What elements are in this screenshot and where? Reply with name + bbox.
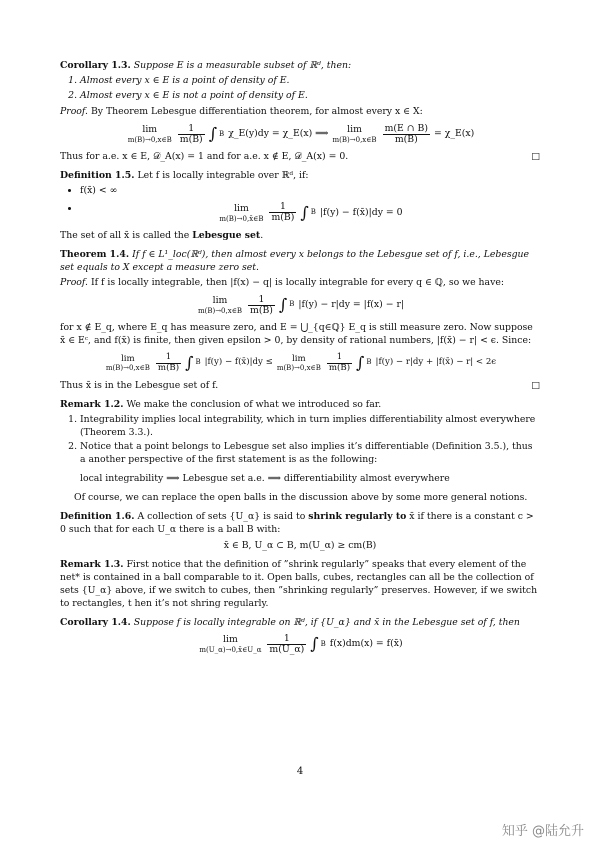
remark-title: Remark 1.3. bbox=[60, 559, 124, 571]
equation-shrink: x̄ ∈ B, U_α ⊂ B, m(U_α) ≥ cm(B) bbox=[223, 540, 377, 552]
definition-bullets bbox=[60, 185, 540, 224]
remark-title: Remark 1.2. bbox=[60, 398, 124, 410]
theorem-statement: If f ∈ L¹_loc(ℝᵈ), then almost every x belongs to the Lebesgue set of f, i.e., Lebesgue set equals to X except a measure zero set. bbox=[60, 248, 530, 273]
list-item: 2. Almost every x ∈ E is not a point of density of E. bbox=[80, 90, 540, 103]
equation-rational: lim m(B)→0,x∈B $\frac{1}{m(B)}$ ∫ B |f(y) − r|dy = |f(x) − r| bbox=[197, 293, 405, 316]
shrink-regularly-term: shrink regularly to bbox=[308, 510, 407, 522]
list-item bbox=[80, 202, 540, 224]
definition-title: Definition 1.6. bbox=[60, 510, 135, 522]
corollary-items bbox=[60, 75, 540, 103]
qed-symbol: □ bbox=[531, 151, 540, 163]
lebesgue-set-term: Lebesgue set bbox=[192, 229, 261, 241]
remark-1-3 bbox=[60, 559, 540, 610]
equation-body: f(x)dm(x) = f(x̄) bbox=[329, 637, 403, 649]
proof-conclusion: Thus for a.e. x ∈ E, 𝒟_A(x) = 1 and for a.e. x ∉ E, 𝒟_A(x) = 0. bbox=[60, 151, 349, 163]
list-item: 1. Integrability implies local integrability, which in turn implies differentiability almost everywhere (Theorem 3.3.). bbox=[80, 414, 540, 440]
definition-after: The set of all x̄ is called the bbox=[60, 229, 193, 241]
corollary-statement: Suppose f is locally integrable on ℝᵈ, if {U_α} and x̄ in the Lebesgue set of f, then bbox=[133, 616, 520, 628]
equation-body: |f(y) − r|dy = |f(x) − r| bbox=[298, 298, 405, 310]
corollary-title: Corollary 1.3. bbox=[60, 60, 131, 71]
fraction: $\frac{m(E \cap B)}{m(B)}$ bbox=[384, 122, 428, 145]
limit: lim m(B)→0,x∈B bbox=[105, 353, 150, 373]
equation-regular-limit: lim m(U_α)→0,x̄∈U_α $\frac{1}{m(U\_\alpha)}$ ∫ B f(x)dm(x) = f(x̄) bbox=[199, 632, 403, 655]
equation-rhs: = χ_E(x) bbox=[433, 127, 475, 139]
proof-middle: for x ∉ E_q, where E_q has measure zero, and E = ⋃_{q∈ℚ} E_q is still measure zero. Now suppose x̄ ∈ Eᶜ, and f(x̄) is finite, then given epsilon > 0, by density of rational numbers, |f(x̄) − r| < ϵ. Since: bbox=[60, 322, 533, 347]
fraction: $\frac{1}{m(U\_\alpha)}$ bbox=[269, 632, 305, 655]
corollary-1-4 bbox=[60, 617, 540, 656]
proof-text: By Theorem Lebesgue differentiation theorem, for almost every x ∈ X: bbox=[90, 106, 423, 118]
limit: lim m(B)→0,x∈B bbox=[197, 295, 243, 316]
equation-density: lim m(B)→0,x∈B $\frac{1}{m(B)}$ ∫ B χ_E(y)dy = χ_E(x) ⟹ lim m(B)→0,x∈B $\frac{m(E \cap B)}{m(B)}$ = χ_E(x) bbox=[127, 122, 475, 145]
limit: lim m(B)→0,x∈B bbox=[332, 124, 377, 145]
fraction: $\frac{1}{m(B)}$ bbox=[250, 293, 273, 316]
remark-text: First notice that the definition of ”shrink regularly” speaks that every element of the net* is contained in a ball comparable to it. Open balls, cubes, rectangles can all be the collection of sets {U_α} above, if we switch to cubes, then ”shrinking regularly” preserves. However, if we switch to rectangles, t hen it’s not shring regularly. bbox=[60, 559, 538, 609]
corollary-1-3 bbox=[60, 60, 540, 164]
theorem-1-4 bbox=[60, 249, 540, 393]
implication-chain: local integrability ⟹ Lebesgue set a.e. ⟹ differentiability almost everywhere bbox=[80, 473, 450, 485]
definition-title: Definition 1.5. bbox=[60, 170, 135, 182]
paper-page bbox=[60, 60, 540, 661]
equation-body: χ_E(y)dy = χ_E(x) ⟹ bbox=[228, 127, 329, 139]
equation-estimate: lim m(B)→0,x∈B $\frac{1}{m(B)}$ ∫ B |f(y) − f(x̄)|dy ≤ lim m(B)→0,x∈B $\frac{1}{m(B)}$ ∫ B |f(y) − r|dy + |f(x̄) − r| < 2ϵ bbox=[105, 352, 497, 373]
limit: • lim m(B)→0,x̄∈B bbox=[219, 203, 264, 223]
proof-conclusion: Thus x̄ is in the Lebesgue set of f. bbox=[60, 380, 219, 392]
list-item: • f(x̄) < ∞ bbox=[80, 185, 540, 198]
equation-body: |f(y) − r|dy + |f(x̄) − r| < 2ϵ bbox=[375, 357, 497, 368]
remark-statement: We make the conclusion of what we introduced so far. bbox=[126, 398, 382, 410]
remark-items bbox=[60, 414, 540, 467]
page-number: 4 bbox=[296, 766, 304, 777]
corollary-title: Corollary 1.4. bbox=[60, 616, 131, 628]
fraction: $\frac{1}{m(B)}$ bbox=[157, 352, 180, 373]
definition-statement: A collection of sets {U_α} is said to bbox=[137, 510, 309, 522]
proof-label: Proof. bbox=[60, 277, 88, 289]
limit: lim m(B)→0,x∈B bbox=[276, 353, 321, 373]
list-item: 2. Notice that a point belongs to Lebesgue set also implies it’s differentiable (Definition 3.5.), thus a another perspective of the first statement is as the following: bbox=[80, 441, 540, 467]
limit: lim m(B)→0,x∈B bbox=[127, 124, 172, 145]
definition-statement: Let f is locally integrable over ℝᵈ, if: bbox=[137, 170, 309, 182]
limit: lim m(U_α)→0,x̄∈U_α bbox=[199, 634, 262, 655]
remark-1-2 bbox=[60, 399, 540, 505]
definition-1-5: Definition 1.5. Let f is locally integrable over ℝᵈ, if: • f(x̄) < ∞ • lim m(B)→0,x̄∈B $\frac{1}{m(B)}$ ∫ B |f(y) − f(x̄)|dy = 0 The set of all x̄ is called the Lebesgue set. bbox=[60, 170, 540, 243]
list-item: 1. Almost every x ∈ E is a point of density of E. bbox=[80, 75, 540, 88]
equation-body: |f(y) − f(x̄)|dy = 0 bbox=[319, 206, 403, 218]
corollary-statement: Suppose E is a measurable subset of ℝᵈ, then: bbox=[133, 60, 352, 71]
proof-text: If f is locally integrable, then |f(x) − q| is locally integrable for every q ∈ ℚ, so we have: bbox=[90, 277, 504, 289]
fraction: $\frac{1}{m(B)}$ bbox=[271, 201, 295, 224]
fraction: $\frac{1}{m(B)}$ bbox=[179, 122, 203, 145]
remark-after: Of course, we can replace the open balls in the discussion above by some more general notions. bbox=[74, 491, 528, 503]
watermark: 知乎 @陆允升 bbox=[501, 824, 584, 839]
definition-1-6: Definition 1.6. A collection of sets {U_α} is said to shrink regularly to x̄ if there is a constant c > 0 such that for each U_α there is a ball B with: x̄ ∈ B, U_α ⊂ B, m(U_α) ≥ cm(B) bbox=[60, 511, 540, 553]
equation-lebesgue-set: • lim m(B)→0,x̄∈B $\frac{1}{m(B)}$ ∫ B |f(y) − f(x̄)|dy = 0 bbox=[219, 201, 403, 224]
proof-label: Proof. bbox=[60, 106, 88, 118]
qed-symbol: □ bbox=[531, 380, 540, 392]
fraction: $\frac{1}{m(B)}$ bbox=[328, 352, 351, 373]
theorem-title: Theorem 1.4. bbox=[60, 248, 130, 260]
equation-body: |f(y) − f(x̄)|dy ≤ bbox=[204, 357, 273, 368]
